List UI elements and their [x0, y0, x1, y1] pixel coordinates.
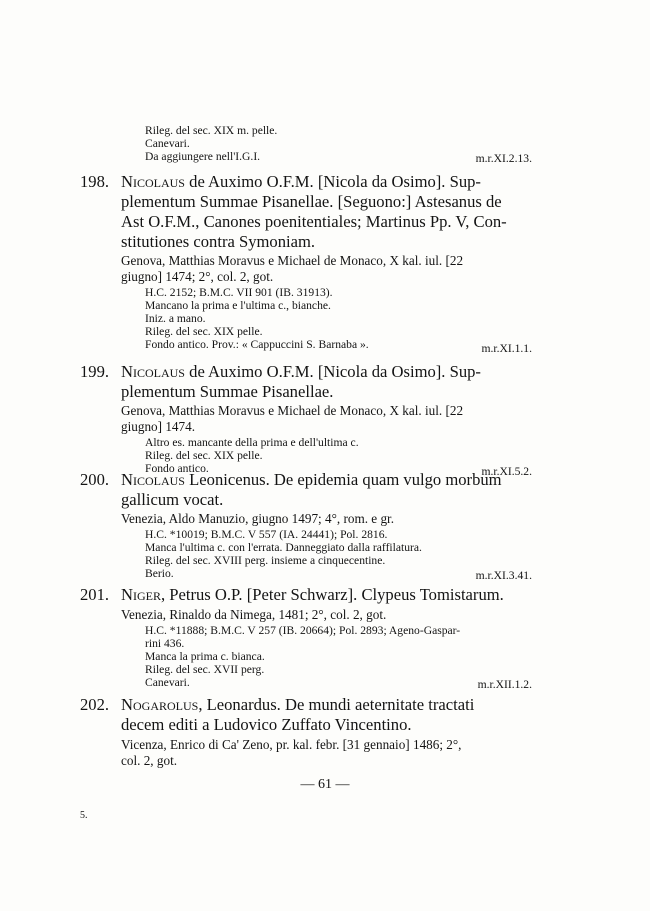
entry-title-line: Nicolaus de Auximo O.F.M. [Nicola da Osimo]. Sup-	[121, 362, 481, 381]
shelfmark: m.r.XI.5.2.	[481, 465, 532, 478]
entry-author: Nicolaus	[121, 172, 185, 191]
entry-imprint: giugno] 1474; 2°, col. 2, got.	[121, 269, 274, 284]
entry-title-line: Ast O.F.M., Canones poenitentiales; Martinus Pp. V, Con-	[121, 212, 507, 231]
entry-number: 200.	[80, 470, 110, 489]
top-note-line: Da aggiungere nell'I.G.I.	[145, 150, 261, 163]
entry-title-line: decem editi a Ludovico Zuffato Vincentino.	[121, 715, 412, 734]
entry-imprint: Venezia, Rinaldo da Nimega, 1481; 2°, col. 2, got.	[121, 607, 387, 622]
entry-note: rini 436.	[145, 637, 185, 650]
entry-note: Mancano la prima e l'ultima c., bianche.	[145, 299, 331, 312]
entry-number: 201.	[80, 585, 110, 604]
signature-mark: 5.	[80, 810, 88, 821]
entry-note: H.C. *11888; B.M.C. V 257 (IB. 20664); Pol. 2893; Ageno-Gaspar-	[145, 624, 461, 637]
shelfmark: m.r.XII.1.2.	[477, 678, 532, 691]
page-number: — 61 —	[300, 777, 350, 792]
entry-imprint: col. 2, got.	[121, 753, 178, 768]
entry-title-line: Nicolaus Leonicenus. De epidemia quam vulgo morbum	[121, 470, 502, 489]
entry-title-line: Nicolaus de Auximo O.F.M. [Nicola da Osimo]. Sup-	[121, 172, 481, 191]
entry-imprint: Venezia, Aldo Manuzio, giugno 1497; 4°, rom. e gr.	[121, 511, 395, 526]
entry-number: 198.	[80, 172, 110, 191]
entry-note: Manca l'ultima c. con l'errata. Danneggiato dalla raffilatura.	[145, 541, 422, 554]
entry-note: Rileg. del sec. XVIII perg. insieme a cinquecentine.	[145, 554, 386, 567]
entry-imprint: Genova, Matthias Moravus e Michael de Monaco, X kal. iul. [22	[121, 253, 464, 268]
entry-author: Nicolaus	[121, 362, 185, 381]
entry-note: Rileg. del sec. XIX pelle.	[145, 325, 263, 338]
entry-imprint: Genova, Matthias Moravus e Michael de Monaco, X kal. iul. [22	[121, 403, 464, 418]
entry-number: 202.	[80, 695, 110, 714]
entry-note: Manca la prima c. bianca.	[145, 650, 265, 663]
entry-note: Fondo antico.	[145, 462, 209, 475]
entry-author: Nogarolus	[121, 695, 199, 714]
entry-note: Rileg. del sec. XIX pelle.	[145, 449, 263, 462]
top-note-line: Rileg. del sec. XIX m. pelle.	[145, 124, 278, 137]
entry-note: H.C. 2152; B.M.C. VII 901 (IB. 31913).	[145, 286, 333, 299]
entry-note: Altro es. mancante della prima e dell'ultima c.	[145, 436, 359, 449]
entry-author: Nicolaus	[121, 470, 185, 489]
entry-note: Rileg. del sec. XVII perg.	[145, 663, 265, 676]
entry-note: H.C. *10019; B.M.C. V 557 (IA. 24441); Pol. 2816.	[145, 528, 388, 541]
entry-note: Fondo antico. Prov.: « Cappuccini S. Barnaba ».	[145, 338, 369, 351]
shelfmark: m.r.XI.3.41.	[475, 569, 532, 582]
entry-note: Iniz. a mano.	[145, 312, 206, 325]
entry-title-line: plementum Summae Pisanellae. [Seguono:] Astesanus de	[121, 192, 502, 211]
entry-note: Canevari.	[145, 676, 190, 689]
entry-imprint: Vicenza, Enrico di Ca' Zeno, pr. kal. febr. [31 gennaio] 1486; 2°,	[121, 737, 462, 752]
entry-title-line: Niger, Petrus O.P. [Peter Schwarz]. Clypeus Tomistarum.	[121, 585, 504, 604]
entry-title-line: Nogarolus, Leonardus. De mundi aeternitate tractati	[121, 695, 475, 714]
entry-imprint: giugno] 1474.	[121, 419, 195, 434]
shelfmark: m.r.XI.1.1.	[481, 342, 532, 355]
entry-title-line: stitutiones contra Symoniam.	[121, 232, 316, 251]
entry-number: 199.	[80, 362, 110, 381]
entry-author: Niger	[121, 585, 161, 604]
entry-title-line: gallicum vocat.	[121, 490, 224, 509]
shelfmark: m.r.XI.2.13.	[475, 152, 532, 165]
entry-note: Berio.	[145, 567, 174, 580]
top-note-line: Canevari.	[145, 137, 190, 150]
entry-title-line: plementum Summae Pisanellae.	[121, 382, 334, 401]
